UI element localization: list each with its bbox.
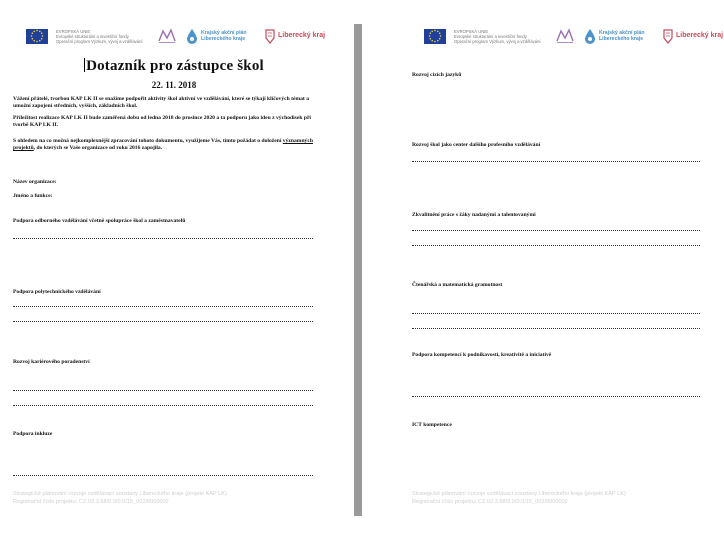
liberecky-kraj-logo	[663, 28, 724, 44]
org-name-label: Název organizace:	[13, 179, 57, 185]
kap-drop-icon	[186, 28, 198, 44]
answer-line[interactable]	[412, 230, 700, 231]
section-label-vocational: Podpora odborného vzdělávání včetně spolupráce škol a zaměstnavatelů	[13, 218, 186, 224]
projects-link[interactable]: významných projektů	[13, 138, 313, 151]
answer-line[interactable]	[13, 405, 313, 406]
lk-emblem-icon	[265, 28, 275, 44]
footer-line-2: Registrační číslo projektu: CZ.02.3.68/0.0/0.0/15_002/0000002	[13, 499, 169, 505]
eu-op-text: EVROPSKÁ UNIE Evropské strukturální a investiční fondy Operační program Výzkum, vývoj a vzdělávání	[454, 28, 541, 44]
text-cursor	[84, 58, 85, 72]
answer-line[interactable]	[13, 238, 313, 239]
page-divider	[354, 24, 362, 516]
logo-bar	[26, 28, 326, 44]
intro-p3-post: , do kterých se Vaše organizace od roku 2016 zapojila.	[33, 144, 163, 151]
section-label-entrepreneurship: Podpora kompetencí k podnikavosti, kreativitě a iniciativě	[412, 352, 552, 358]
answer-line[interactable]	[13, 321, 313, 322]
document-title	[4, 58, 344, 75]
footer-line-1: Strategické plánování rozvoje vzdělávací soustavy Libereckého kraje (projekt KAP LK)	[13, 491, 227, 497]
section-label-literacy: Čtenářská a matematická gramotnost	[412, 282, 503, 288]
msmt-logo-icon	[156, 28, 178, 44]
logo-bar	[424, 28, 724, 44]
eu-op-text: EVROPSKÁ UNIE Evropské strukturální a investiční fondy Operační program Výzkum, vývoj a vzdělávání	[56, 28, 143, 44]
answer-line[interactable]	[412, 313, 700, 314]
intro-paragraph-2: Příležitost realizace KAP LK II bude zaměřená dobu od ledna 2018 do prosince 2020 a ta podporu jako ideu z východisek při tvorbě KAP LK II.	[13, 115, 311, 128]
lk-logo-text: Liberecký kraj	[676, 32, 724, 39]
eu-flag-icon	[26, 29, 48, 44]
section-label-ict: ICT kompetence	[412, 422, 452, 428]
kap-logo	[584, 28, 655, 44]
section-label-talented: Zkvalitnění práce s žáky nadanými a talentovanými	[412, 212, 536, 218]
answer-line[interactable]	[412, 245, 700, 246]
msmt-logo-icon	[554, 28, 576, 44]
intro-paragraph-3	[13, 138, 317, 152]
kap-logo-text: Krajský akční plán Libereckého kraje	[201, 30, 247, 42]
lk-emblem-icon	[663, 28, 673, 44]
eu-flag-icon	[424, 29, 446, 44]
document-page-right	[366, 24, 724, 516]
document-date: 22. 11. 2018	[151, 80, 197, 90]
section-label-career: Rozvoj kariérového poradenství	[13, 359, 90, 365]
answer-line[interactable]	[13, 475, 313, 476]
lk-logo-text: Liberecký kraj	[278, 32, 326, 39]
answer-line[interactable]	[13, 306, 313, 307]
title-text: Dotazník pro zástupce škol	[86, 58, 264, 74]
page-footer	[412, 490, 626, 506]
answer-line[interactable]	[412, 161, 700, 162]
section-label-inclusion: Podpora inkluze	[13, 431, 53, 437]
kap-logo	[186, 28, 257, 44]
kap-drop-icon	[584, 28, 596, 44]
section-label-languages: Rozvoj cizích jazyků	[412, 72, 462, 78]
intro-p3-pre: S ohledem na co možná nejkomplexnější zpracování tohoto dokumentu, využijeme Vás, tímto požádat o doložení	[13, 138, 283, 144]
answer-line[interactable]	[412, 328, 700, 329]
intro-paragraph-1: Vážení přátelé, tvorbou KAP LK II se snažíme podpořit aktivity škol aktivní ve vzdělávání, které se týkají klíčových témat a umožní zapojení středních, vyšších, základních škol.	[13, 96, 309, 109]
answer-line[interactable]	[412, 396, 700, 397]
page-footer	[13, 490, 227, 506]
section-label-schools-centers: Rozvoj škol jako center dalšího profesního vzdělávání	[412, 142, 541, 148]
contact-label: Jméno a funkce:	[13, 193, 53, 199]
liberecky-kraj-logo	[265, 28, 326, 44]
footer-line-1: Strategické plánování rozvoje vzdělávací soustavy Libereckého kraje (projekt KAP LK)	[412, 491, 626, 497]
answer-line[interactable]	[13, 390, 313, 391]
footer-line-2: Registrační číslo projektu: CZ.02.3.68/0.0/0.0/15_002/0000002	[412, 499, 568, 505]
section-label-polytechnic: Podpora polytechnického vzdělávání	[13, 289, 101, 295]
document-page-left	[4, 24, 344, 516]
kap-logo-text: Krajský akční plán Libereckého kraje	[599, 30, 645, 42]
